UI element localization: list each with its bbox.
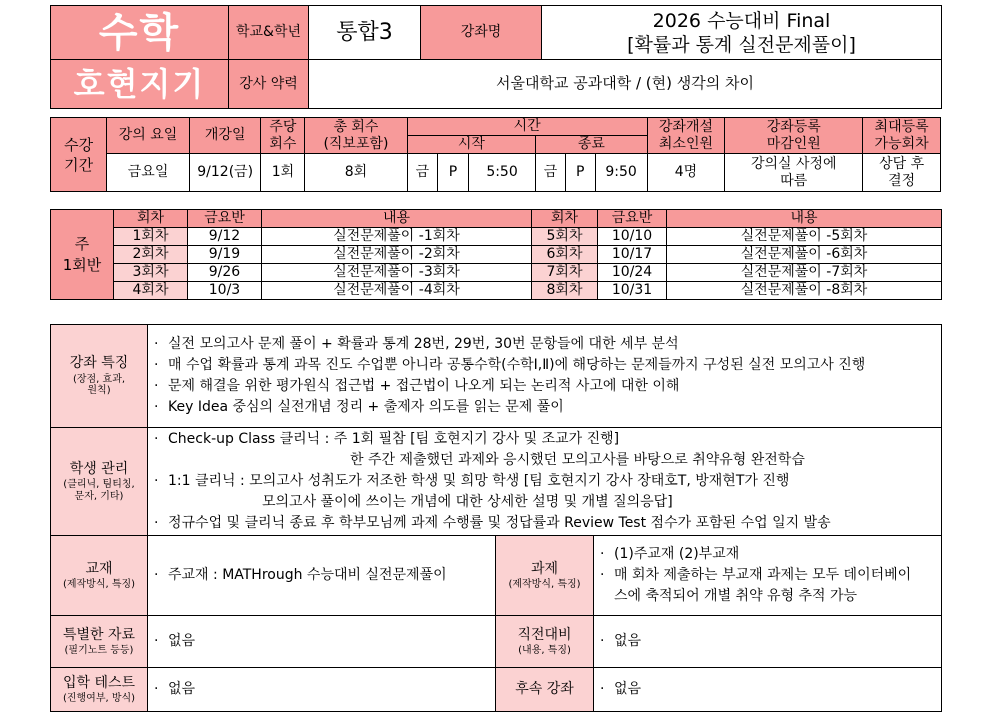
follow-content: [594, 668, 942, 712]
content-cell: 실전문제풀이 -6회차: [667, 246, 942, 264]
schedule-table: [50, 209, 942, 300]
session-cell: 7회차: [532, 264, 598, 282]
exam-prep-sublabel: (내용, 특징): [518, 644, 571, 656]
max-session-value: 상담 후 결정: [863, 154, 941, 192]
subject-title: 수학: [98, 9, 181, 56]
list-item: · Check-up Class 클리닉 : 주 1회 필참 [팀 호현지기 강사 및 조교가 진행]: [154, 431, 620, 447]
list-item: · 문제 해결을 위한 평가원식 접근법 + 접근법이 나오게 되는 논리적 사고에 대한 이해: [154, 378, 680, 394]
date-header-left: 금요반: [188, 210, 262, 228]
bio-value: 서울대학교 공과대학 / (현) 생각의 차이: [309, 60, 942, 109]
instructor-name: 호현지기: [73, 64, 206, 103]
list-item: · Key Idea 중심의 실전개념 정리 + 출제자 의도를 읽는 문제 풀이: [154, 399, 564, 415]
weekly-count-value: 1회: [261, 154, 305, 192]
list-item: · 없음: [600, 633, 642, 649]
textbook-label: 교재: [85, 560, 113, 577]
list-item: · 1:1 클리닉 : 모의고사 성취도가 저조한 학생 및 희망 학생 [팀 호현지기 강사 장태호T, 방재현T가 진행: [154, 473, 790, 489]
course-name-label: 강좌명: [421, 6, 542, 60]
total-count-header: 총 회수 (직보포함): [305, 118, 407, 154]
total-count-value: 8회: [305, 154, 407, 192]
session-cell: 2회차: [114, 246, 188, 264]
min-enroll-header: 강좌개설 최소인원: [647, 118, 725, 154]
content-cell: 실전문제풀이 -2회차: [262, 246, 532, 264]
details-table: [50, 324, 942, 712]
start-time-value: 5:50: [468, 154, 535, 192]
session-header-right: 회차: [532, 210, 598, 228]
special-content: [148, 616, 496, 668]
deadline-header: 강좌등록 마감인원: [725, 118, 863, 154]
list-item-continuation: 스에 축적되어 개별 취약 유형 추적 가능: [614, 588, 858, 604]
features-content: [148, 325, 942, 428]
course-name-cell: [542, 6, 942, 60]
table-row: [51, 282, 942, 300]
start-date-value: 9/12(금): [189, 154, 261, 192]
exam-prep-label-cell: [496, 616, 594, 668]
weekly-count-header: 주당 회수: [261, 118, 305, 154]
period-row-label: 수강 기간: [51, 118, 107, 192]
list-item-continuation: 한 주간 제출했던 과제와 응시했던 모의고사를 바탕으로 취약유형 완전학습: [350, 452, 805, 468]
follow-label: 후속 강좌: [515, 681, 574, 698]
exam-prep-content: [594, 616, 942, 668]
date-cell: 10/17: [598, 246, 667, 264]
session-cell: 3회차: [114, 264, 188, 282]
list-item-continuation: 모의고사 풀이에 쓰이는 개념에 대한 상세한 설명 및 개별 질의응답]: [262, 494, 673, 510]
session-cell: 5회차: [532, 228, 598, 246]
course-name-line2: [확률과 통계 실전문제풀이]: [627, 33, 856, 56]
content-cell: 실전문제풀이 -1회차: [262, 228, 532, 246]
exam-prep-label: 직전대비: [517, 626, 572, 643]
list-item: · 정규수업 및 클리닉 종료 후 학부모님께 과제 수행률 및 정답률과 Review Test 점수가 포함된 수업 일지 발송: [154, 515, 831, 531]
textbook-sublabel: (제작방식, 특징): [62, 578, 136, 590]
session-header-left: 회차: [114, 210, 188, 228]
date-cell: 10/3: [188, 282, 262, 300]
special-sublabel: (필기노트 등등): [64, 644, 134, 656]
end-time-value: 9:50: [595, 154, 647, 192]
follow-label-cell: [496, 668, 594, 712]
time-start-header: 시작: [407, 136, 536, 154]
list-item: · 없음: [600, 681, 642, 697]
session-cell: 8회차: [532, 282, 598, 300]
subject-cell: [51, 6, 229, 60]
period-table: [50, 117, 941, 192]
features-sublabel: (장점, 효과, 원칙): [72, 373, 126, 397]
time-header: 시간: [407, 118, 647, 136]
day-value: 금요일: [107, 154, 190, 192]
list-item: · (1)주교재 (2)부교재: [600, 546, 740, 562]
entrance-sublabel: (진행여부, 방식): [62, 692, 136, 704]
content-cell: 실전문제풀이 -3회차: [262, 264, 532, 282]
list-item: · 매 회차 제출하는 부교재 과제는 모두 데이터베이: [600, 567, 912, 583]
end-day-value: 금: [536, 154, 566, 192]
session-cell: 1회차: [114, 228, 188, 246]
session-cell: 6회차: [532, 246, 598, 264]
textbook-label-cell: [51, 536, 148, 616]
special-label-cell: [51, 616, 148, 668]
school-grade-label: 학교&학년: [229, 6, 309, 60]
list-item: · 주교재 : MATHrough 수능대비 실전문제풀이: [154, 567, 447, 583]
date-cell: 10/31: [598, 282, 667, 300]
list-item: · 실전 모의고사 문제 풀이 + 확률과 통계 28번, 29번, 30번 문항들에 대한 세부 분석: [154, 336, 679, 352]
time-end-header: 종료: [536, 136, 647, 154]
management-content: [148, 428, 942, 536]
date-cell: 9/26: [188, 264, 262, 282]
max-session-header: 최대등록 가능회차: [863, 118, 941, 154]
date-cell: 9/19: [188, 246, 262, 264]
features-label-cell: [51, 325, 148, 428]
content-header-left: 내용: [262, 210, 532, 228]
school-grade-value: 통합3: [309, 6, 421, 60]
date-cell: 10/24: [598, 264, 667, 282]
management-label-cell: [51, 428, 148, 536]
homework-label-cell: [496, 536, 594, 616]
entrance-content: [148, 668, 496, 712]
content-header-right: 내용: [667, 210, 942, 228]
table-row: [51, 228, 942, 246]
start-date-header: 개강일: [189, 118, 261, 154]
homework-content: [594, 536, 942, 616]
date-header-right: 금요반: [598, 210, 667, 228]
entrance-label-cell: [51, 668, 148, 712]
list-item: · 매 수업 확률과 통계 과목 진도 수업뿐 아니라 공통수학(수학Ⅰ,Ⅱ)에 해당하는 문제들까지 구성된 실전 모의고사 진행: [154, 357, 866, 373]
schedule-row-label: 주 1회반: [51, 210, 114, 300]
management-sublabel: (클리닉, 팀티칭, 문자, 기타): [63, 479, 135, 502]
end-ampm-value: P: [565, 154, 595, 192]
entrance-label: 입학 테스트: [62, 674, 136, 691]
bio-label: 강사 약력: [229, 60, 309, 109]
management-label: 학생 관리: [69, 460, 129, 477]
table-row: [51, 246, 942, 264]
date-cell: 9/12: [188, 228, 262, 246]
start-ampm-value: P: [438, 154, 469, 192]
min-enroll-value: 4명: [647, 154, 725, 192]
content-cell: 실전문제풀이 -7회차: [667, 264, 942, 282]
content-cell: 실전문제풀이 -8회차: [667, 282, 942, 300]
content-cell: 실전문제풀이 -4회차: [262, 282, 532, 300]
list-item: · 없음: [154, 633, 196, 649]
deadline-value: 강의실 사정에 따름: [725, 154, 863, 192]
course-name-line1: 2026 수능대비 Final: [652, 9, 831, 32]
header-table: [50, 5, 942, 109]
day-header: 강의 요일: [107, 118, 190, 154]
homework-label: 과제: [530, 560, 559, 577]
date-cell: 10/10: [598, 228, 667, 246]
features-label: 강좌 특징: [69, 355, 129, 372]
start-day-value: 금: [407, 154, 438, 192]
table-row: [51, 264, 942, 282]
special-label: 특별한 자료: [62, 626, 136, 643]
instructor-cell: [51, 60, 229, 109]
session-cell: 4회차: [114, 282, 188, 300]
content-cell: 실전문제풀이 -5회차: [667, 228, 942, 246]
list-item: · 없음: [154, 681, 196, 697]
homework-sublabel: (제작방식, 특징): [508, 578, 581, 590]
textbook-content: [148, 536, 496, 616]
